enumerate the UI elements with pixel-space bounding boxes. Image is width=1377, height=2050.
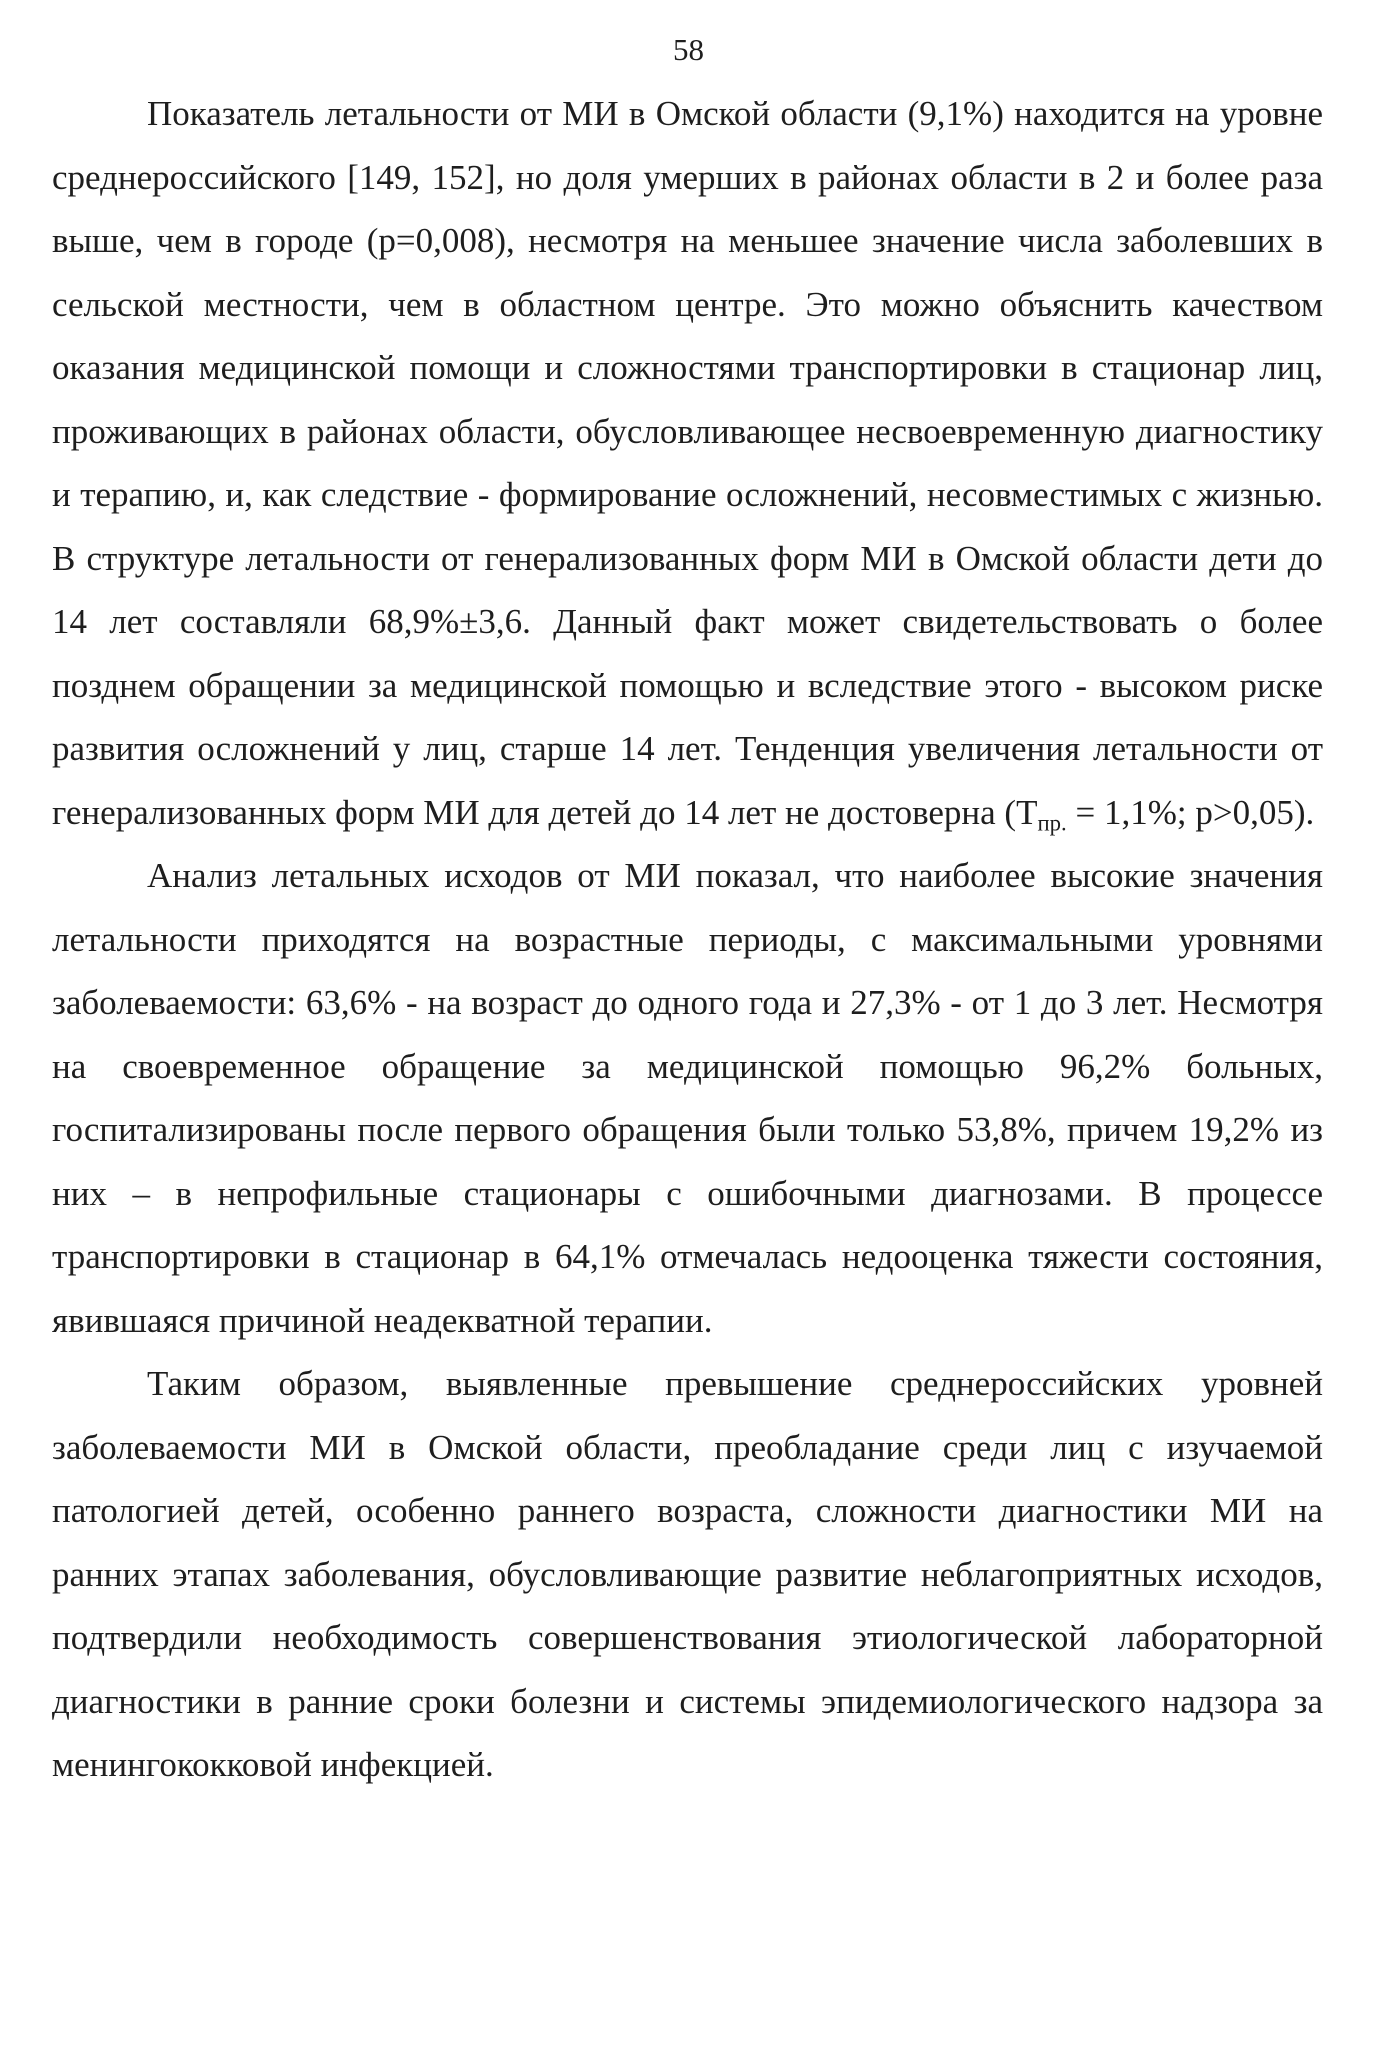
- page-number: 58: [673, 32, 704, 67]
- paragraph-fatal-outcomes: Анализ летальных исходов от МИ показал, что наиболее высокие значения летальности приходятся на возрастные периоды, с максимальными уровнями заболеваемости: 63,6% - на возраст до одного года и 27,3% - от 1 до 3 лет. Несмотря на своевременное обращение за медицинской помощью 96,2% больных, госпитализированы после первого обращения были только 53,8%, причем 19,2% из них – в непрофильные стационары с ошибочными диагнозами. В процессе транспортировки в стационар в 64,1% отмечалась недооценка тяжести состояния, явившаяся причиной неадекватной терапии.: [52, 856, 1323, 1340]
- body-text: [52, 82, 1323, 1797]
- paragraph-conclusion: Таким образом, выявленные превышение среднероссийских уровней заболеваемости МИ в Омской области, преобладание среди лиц с изучаемой патологией детей, особенно раннего возраста, сложности диагностики МИ на ранних этапах заболевания, обусловливающие развитие неблагоприятных исходов, подтвердили необходимость совершенствования этиологической лабораторной диагностики в ранние сроки болезни и системы эпидемиологического надзора за менингококковой инфекцией.: [52, 1364, 1323, 1784]
- paragraph-text: Показатель летальности от МИ в Омской области (9,1%) находится на уровне среднероссийского [149, 152], но доля умерших в районах области в 2 и более раза выше, чем в городе (p=0,008), несмотря на меньшее значение числа заболевших в сельской местности, чем в областном центре. Это можно объяснить качеством оказания медицинской помощи и сложностями транспортировки в стационар лиц, проживающих в районах области, обусловливающее несвоевременную диагностику и терапию, и, как следствие - формирование осложнений, несовместимых с жизнью. В структуре летальности от генерализованных форм МИ в Омской области дети до 14 лет составляли 68,9%±3,6. Данный факт может свидетельствовать о более позднем обращении за медицинской помощью и вследствие этого - высоком риске развития осложнений у лиц, старше 14 лет. Тенденция увеличения летальности от генерализованных форм МИ для детей до 14 лет не достоверна (Т: [52, 94, 1323, 832]
- paragraph-text-end: = 1,1%; p>0,05).: [1066, 792, 1315, 832]
- paragraph-mortality-omsk: [52, 82, 1323, 844]
- subscript-text: пр.: [1037, 809, 1067, 835]
